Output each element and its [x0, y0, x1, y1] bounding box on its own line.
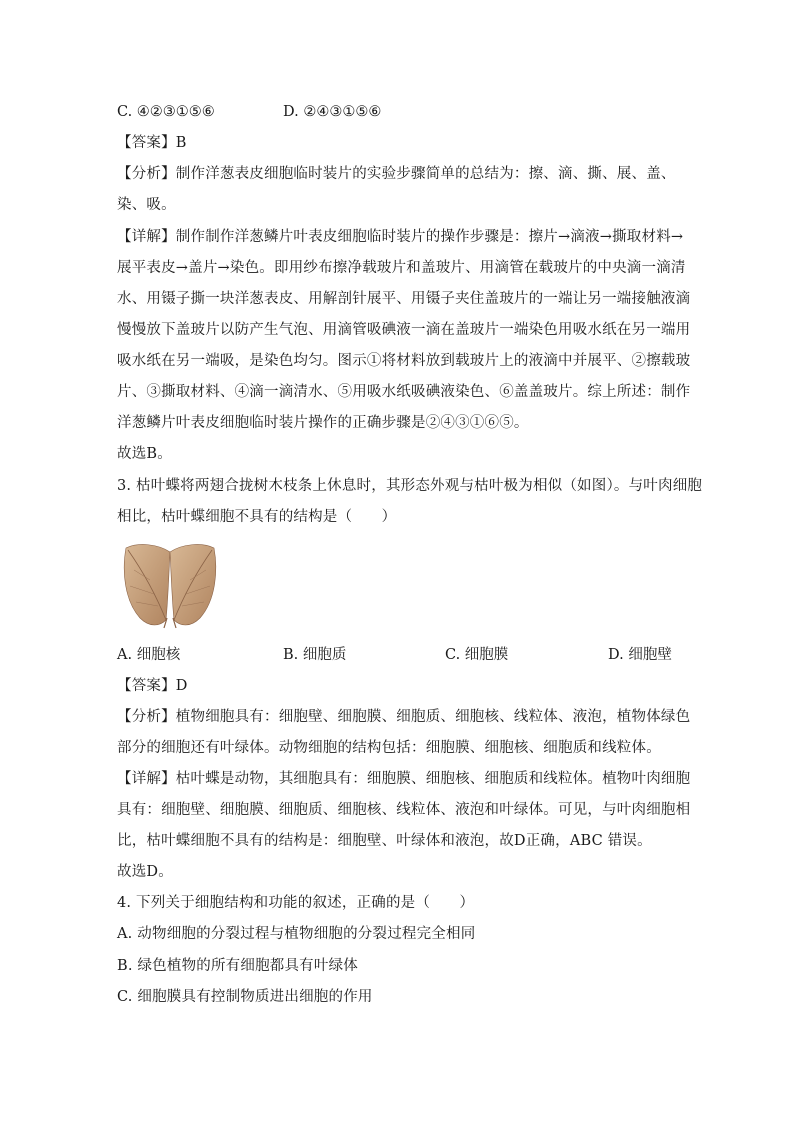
- detail-line: 慢慢放下盖玻片以防产生气泡、用滴管吸碘液一滴在盖玻片一端染色用吸水纸在另一端用: [117, 322, 691, 338]
- question-stem: 3. 枯叶蝶将两翅合拢树木枝条上休息时，其形态外观与枯叶极为相似（如图）。与叶肉细胞: [117, 478, 703, 494]
- question-stem: 相比，枯叶蝶细胞不具有的结构是（ ）: [117, 509, 397, 525]
- answer-label: 【答案】B: [117, 135, 187, 151]
- detail-line: 展平表皮→盖片→染色。即用纱布擦净载玻片和盖玻片、用滴管在载玻片的中央滴一滴清: [117, 260, 686, 276]
- conclusion: 故选B。: [117, 446, 172, 462]
- option-d: D. ②④③①⑤⑥: [283, 104, 382, 120]
- analysis-line: 染、吸。: [117, 197, 176, 213]
- option-c: C. ④②③①⑤⑥: [117, 104, 215, 120]
- conclusion: 故选D。: [117, 864, 173, 880]
- analysis-line: 【分析】植物细胞具有：细胞壁、细胞膜、细胞质、细胞核、线粒体、液泡，植物体绿色: [117, 709, 691, 725]
- detail-line: 吸水纸在另一端吸，是染色均匀。图示①将材料放到载玻片上的液滴中并展平、②擦载玻: [117, 353, 691, 369]
- analysis-line: 【分析】制作洋葱表皮细胞临时装片的实验步骤简单的总结为：擦、滴、撕、展、盖、: [117, 166, 676, 182]
- option-c: C. 细胞膜: [445, 647, 509, 663]
- option-b: B. 细胞质: [283, 647, 347, 663]
- detail-line: 【详解】制作制作洋葱鳞片叶表皮细胞临时装片的操作步骤是：擦片→滴液→撕取材料→: [117, 229, 684, 245]
- answer-label: 【答案】D: [117, 678, 188, 694]
- option-a: A. 细胞核: [117, 647, 181, 663]
- option-d: D. 细胞壁: [608, 647, 672, 663]
- analysis-line: 部分的细胞还有叶绿体。动物细胞的结构包括：细胞膜、细胞核、细胞质和线粒体。: [117, 740, 661, 756]
- detail-line: 【详解】枯叶蝶是动物，其细胞具有：细胞膜、细胞核、细胞质和线粒体。植物叶肉细胞: [117, 771, 691, 787]
- leaf-butterfly-image: [120, 540, 220, 630]
- option-a: A. 动物细胞的分裂过程与植物细胞的分裂过程完全相同: [117, 926, 476, 942]
- detail-line: 水、用镊子撕一块洋葱表皮、用解剖针展平、用镊子夹住盖玻片的一端让另一端接触液滴: [117, 291, 691, 307]
- detail-line: 片、③撕取材料、④滴一滴清水、⑤用吸水纸吸碘液染色、⑥盖盖玻片。综上所述：制作: [117, 384, 691, 400]
- option-b: B. 绿色植物的所有细胞都具有叶绿体: [117, 958, 358, 974]
- detail-line: 比，枯叶蝶细胞不具有的结构是：细胞壁、叶绿体和液泡，故D正确，ABC 错误。: [117, 833, 652, 849]
- detail-line: 具有：细胞壁、细胞膜、细胞质、细胞核、线粒体、液泡和叶绿体。可见，与叶肉细胞相: [117, 802, 691, 818]
- option-c: C. 细胞膜具有控制物质进出细胞的作用: [117, 989, 373, 1005]
- question-stem: 4. 下列关于细胞结构和功能的叙述，正确的是（ ）: [117, 895, 475, 911]
- detail-line: 洋葱鳞片叶表皮细胞临时装片操作的正确步骤是②④③①⑥⑤。: [117, 415, 529, 431]
